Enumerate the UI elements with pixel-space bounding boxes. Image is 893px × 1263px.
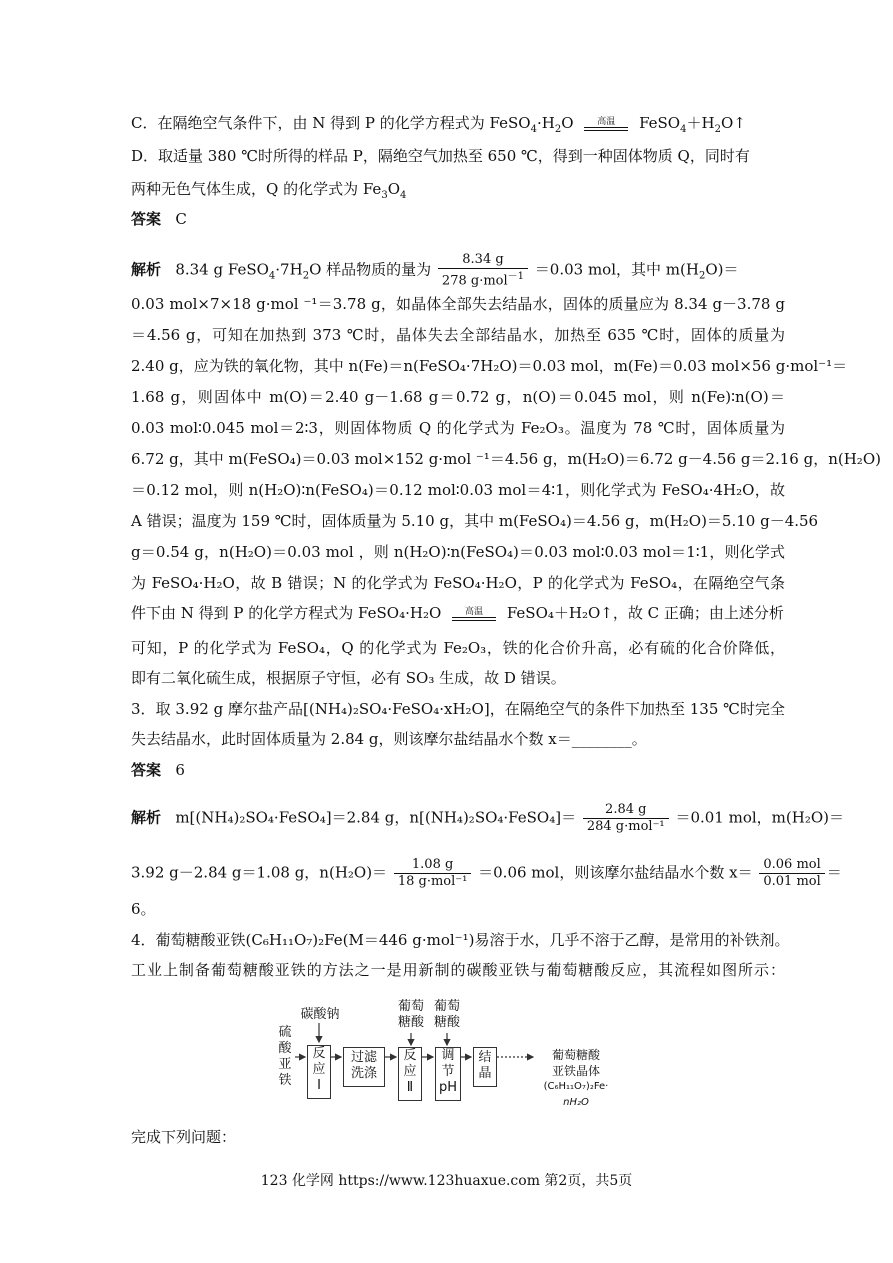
s1e: O)＝ <box>705 260 739 279</box>
t1a: m[(NH₄)₂SO₄·FeSO₄]＝2.84 g，n[(NH₄)₂SO₄·FeSO₄]＝ <box>175 808 577 827</box>
flow-adjust-ph: 调 节 pH <box>435 1047 461 1101</box>
option-d-line1: D．取适量 380 ℃时所得的样品 P，隔绝空气加热至 650 ℃，得到一种固体物质 Q，同时有 <box>131 147 750 165</box>
solution-3-line2 <box>131 857 842 890</box>
question-4-line2: 工业上制备葡萄糖酸亚铁的方法之一是用新制的碳酸亚铁与葡萄糖酸反应，其流程如图所示： <box>131 961 785 979</box>
option-c-text: C．在隔绝空气条件下，由 N 得到 P 的化学方程式为 FeSO <box>131 114 531 132</box>
fraction-3-num: 1.08 g <box>394 857 472 874</box>
solution-line-10: g＝0.54 g，n(H₂O)＝0.03 mol ，则 n(H₂O)∶n(FeSO₄)＝0.03 mol∶0.03 mol＝1∶1，则化学式 <box>131 543 785 561</box>
answer-3-value: 6 <box>175 761 185 779</box>
solution-line-11: 为 FeSO₄·H₂O，故 B 错误；N 的化学式为 FeSO₄·H₂O，P 的化学式为 FeSO₄，在隔绝空气条 <box>131 574 785 592</box>
flow-product <box>537 1047 615 1111</box>
option-c: C．在隔绝空气条件下，由 N 得到 P 的化学方程式为 $FeSO_4\cdot H_2O$ 高温 $FeSO_4+H_2O↑$ <box>131 114 746 135</box>
solution-3-line1 <box>131 802 844 835</box>
flow-gluconic-acid-1: 葡萄 糖酸 <box>397 999 424 1030</box>
flow-crystallize: 结 晶 <box>473 1047 497 1087</box>
solution-3-label: 解析 <box>131 808 162 827</box>
answer-label: 答案 <box>131 210 162 228</box>
fraction-3 <box>394 857 472 890</box>
solution-line-1: 解析 8.34 g $FeSO_4\cdot 7H_2O$ 样品物质的量为 $\frac{8.34 g}{278 g\cdot mol^{-1}}$ ＝0.03 mol，其中 $m(H_2O)=$ <box>131 252 739 289</box>
answer-3 <box>131 759 785 781</box>
reaction-condition: 高温 <box>597 117 616 127</box>
fraction-1-den: 278 g·mol$^{-1}$ <box>441 271 525 289</box>
answer-1 <box>131 208 785 230</box>
s1b: ·7H <box>275 260 303 279</box>
fraction-4-den: 0.01 mol <box>763 874 821 889</box>
t2c: ＝ <box>826 863 842 882</box>
fraction-1-den-text: 278 g·mol <box>441 273 508 289</box>
process-flowchart <box>275 995 615 1125</box>
option-c-product2: ＋H <box>686 114 715 132</box>
question-4-line1: 4．葡萄糖酸亚铁(C₆H₁₁O₇)₂Fe(M＝446 g·mol⁻¹)易溶于水，几乎不溶于乙醇，是常用的补铁剂。 <box>131 931 790 949</box>
reaction-condition-2: 高温 <box>465 607 484 617</box>
flow-product-4: nH₂O <box>563 1097 589 1108</box>
solution-line-7: 6.72 g，其中 m(FeSO₄)＝0.03 mol×152 g·mol ⁻¹＝4.56 g，m(H₂O)＝6.72 g－4.56 g＝2.16 g，n(H₂O) <box>131 450 881 468</box>
option-c-mid: ·H <box>536 114 555 132</box>
fraction-4-num: 0.06 mol <box>759 857 824 874</box>
solution-line-5: 1.68 g，则固体中 m(O)＝2.40 g－1.68 g＝0.72 g，n(O)＝0.045 mol，则 n(Fe)∶n(O)＝ <box>131 388 785 406</box>
t2a: 3.92 g－2.84 g＝1.08 g，n(H₂O)＝ <box>131 863 388 882</box>
reaction-arrow-2 <box>452 607 496 621</box>
fraction-2-den: 284 g·mol⁻¹ <box>586 819 665 834</box>
flow-product-2: 亚铁晶体 <box>551 1064 600 1078</box>
flow-product-3: (C₆H₁₁O₇)₂Fe· <box>543 1081 609 1092</box>
solution-line-13: 可知，P 的化学式为 FeSO₄，Q 的化学式为 Fe₂O₃，铁的化合价升高，必有硫的化合价降低， <box>131 639 785 657</box>
solution-line-8: ＝0.12 mol，则 n(H₂O)∶n(FeSO₄)＝0.12 mol∶0.03 mol＝4∶1，则化学式为 FeSO₄·4H₂O，故 <box>131 481 785 499</box>
s12b: FeSO₄＋H₂O↑，故 C 正确；由上述分析 <box>506 604 784 622</box>
answer-3-label: 答案 <box>131 761 162 779</box>
s12a: 件下由 N 得到 P 的化学方程式为 FeSO₄·H₂O <box>131 604 442 622</box>
s1c: O 样品物质的量为 <box>309 260 432 279</box>
question-4-prompt: 完成下列问题： <box>131 1128 237 1146</box>
flow-sodium-carbonate: 碳酸钠 <box>300 1007 340 1022</box>
question-3-line1: 3．取 3.92 g 摩尔盐产品[(NH₄)₂SO₄·FeSO₄·xH₂O]，在隔绝空气的条件下加热至 135 ℃时完全 <box>131 700 785 718</box>
fraction-1 <box>438 252 528 289</box>
fraction-3-den: 18 g·mol⁻¹ <box>397 874 468 889</box>
solution-line-14: 即有二氧化硫生成，根据原子守恒，必有 SO₃ 生成，故 D 错误。 <box>131 669 566 687</box>
fraction-2 <box>583 802 669 835</box>
solution-line-9: A 错误；温度为 159 ℃时，固体质量为 5.10 g，其中 m(FeSO₄)＝4.56 g，m(H₂O)＝5.10 g－4.56 <box>131 512 819 530</box>
solution-line-2: 0.03 mol×7×18 g·mol ⁻¹＝3.78 g，如晶体全部失去结晶水，固体的质量应为 8.34 g－3.78 g <box>131 295 785 313</box>
t2b: ＝0.06 mol，则该摩尔盐结晶水个数 x＝ <box>478 863 753 882</box>
option-d-line2: 两种无色气体生成，Q 的化学式为 $Fe_3O_4$ <box>131 180 407 201</box>
page-footer: 123 化学网 https://www.123huaxue.com 第2页，共5页 <box>260 1173 633 1189</box>
option-d-o: O <box>387 180 400 198</box>
s1a: 8.34 g FeSO <box>175 260 269 279</box>
reaction-arrow <box>584 117 628 131</box>
solution-3-line3: 6。 <box>131 900 156 918</box>
answer-value: C <box>175 210 187 228</box>
flow-reaction-1: 反 应 Ⅰ <box>307 1045 331 1099</box>
option-c-product3: O↑ <box>720 114 746 132</box>
flow-filter-wash: 过滤 洗涤 <box>343 1047 385 1087</box>
solution-line-3: ＝4.56 g，可知在加热到 373 ℃时，晶体失去全部结晶水，加热至 635 ℃时，固体的质量为 <box>131 326 785 344</box>
solution-line-4: 2.40 g，应为铁的氧化物，其中 n(Fe)＝n(FeSO₄·7H₂O)＝0.03 mol，m(Fe)＝0.03 mol×56 g·mol⁻¹＝ <box>131 357 848 375</box>
solution-line-12 <box>131 602 785 624</box>
fraction-1-num: 8.34 g <box>438 252 528 269</box>
solution-line-6: 0.03 mol∶0.045 mol＝2∶3，则固体物质 Q 的化学式为 Fe₂O₃。温度为 78 ℃时，固体质量为 <box>131 419 785 437</box>
option-c-o: O <box>561 114 574 132</box>
fraction-2-num: 2.84 g <box>583 802 669 819</box>
solution-label: 解析 <box>131 260 162 279</box>
flow-product-1: 葡萄糖酸 <box>551 1048 600 1062</box>
flow-start-label: 硫 酸 亚 铁 <box>278 1025 292 1088</box>
flow-reaction-2: 反 应 Ⅱ <box>398 1047 422 1101</box>
option-c-product: FeSO <box>639 114 681 132</box>
question-3-line2: 失去结晶水，此时固体质量为 2.84 g，则该摩尔盐结晶水个数 x＝________。 <box>131 730 647 748</box>
option-d-text: 两种无色气体生成，Q 的化学式为 Fe <box>131 180 382 198</box>
s1d: ＝0.03 mol，其中 m(H <box>534 260 699 279</box>
flow-gluconic-acid-2: 葡萄 糖酸 <box>433 999 460 1030</box>
fraction-4 <box>759 857 824 890</box>
t1b: ＝0.01 mol，m(H₂O)＝ <box>675 808 844 827</box>
